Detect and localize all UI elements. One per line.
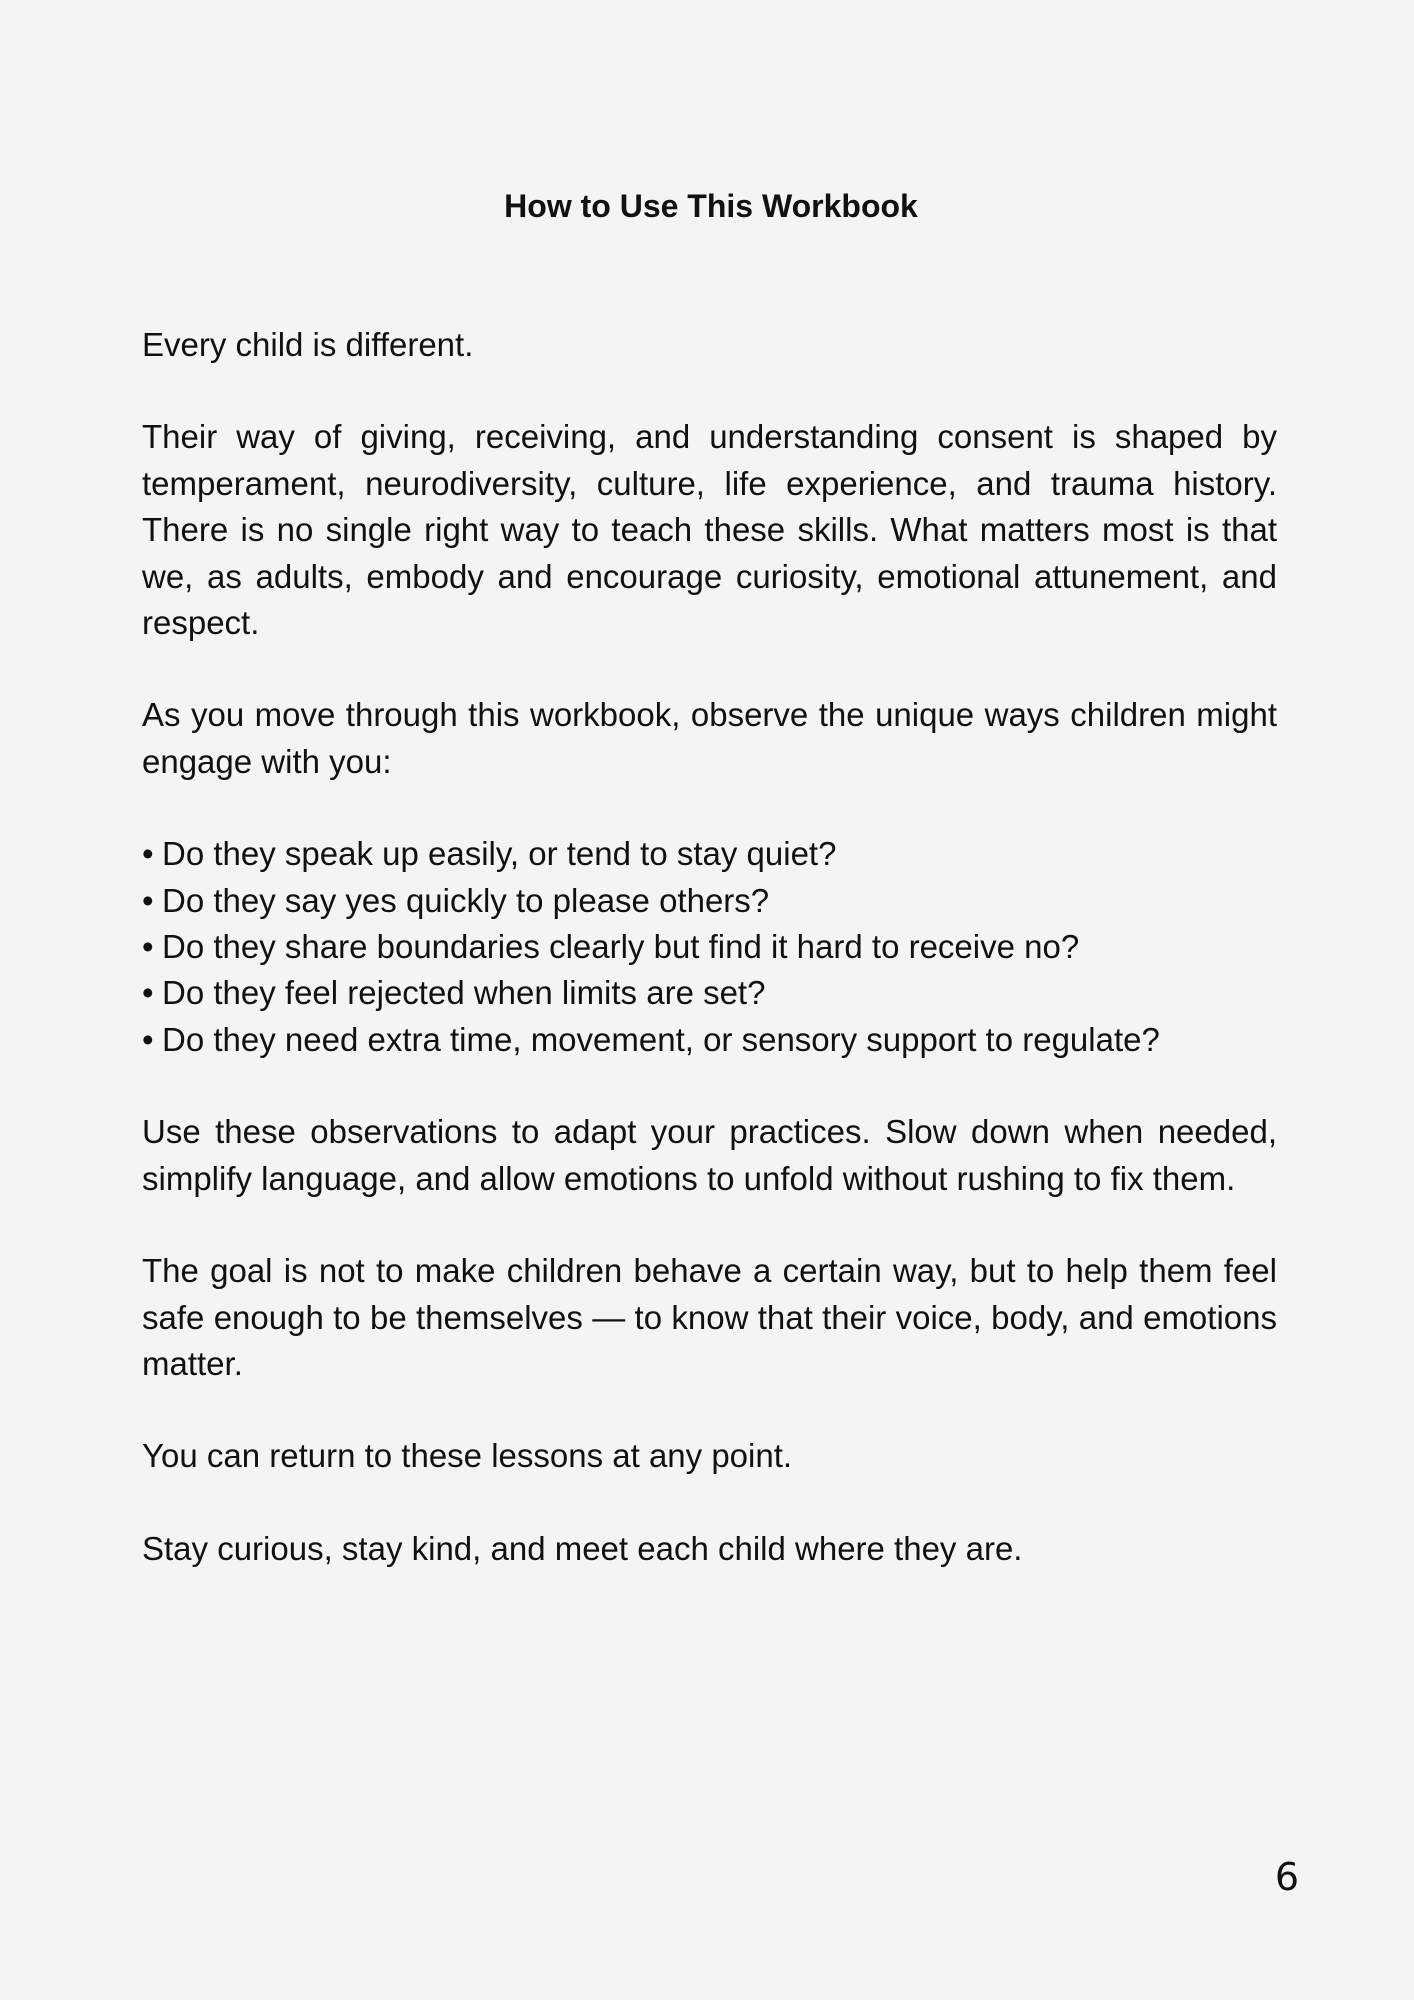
- list-item-text: Do they share boundaries clearly but find it hard to receive no?: [162, 928, 1080, 966]
- bullet-icon: •: [142, 974, 154, 1012]
- list-item-text: Do they feel rejected when limits are set?: [162, 974, 766, 1012]
- page-number: 6: [1274, 1855, 1300, 1899]
- list-item: [142, 831, 1277, 877]
- bullet-icon: •: [142, 928, 154, 966]
- list-item: [142, 924, 1277, 970]
- page-title: How to Use This Workbook: [504, 188, 918, 224]
- list-item: [142, 970, 1277, 1016]
- intro-paragraph: Every child is different.: [142, 326, 474, 363]
- bullet-icon: •: [142, 835, 154, 873]
- bullet-icon: •: [142, 1020, 154, 1058]
- goal-paragraph: The goal is not to make children behave a certain way, but to help them feel safe enough to be themselves — to know that their voice, body, and emotions matter.: [142, 1252, 1277, 1382]
- practice-paragraph: Use these observations to adapt your practices. Slow down when needed, simplify language, and allow emotions to unfold without rushing to fix them.: [142, 1113, 1277, 1197]
- list-item: [142, 878, 1277, 924]
- list-item-text: Do they say yes quickly to please others?: [162, 881, 770, 919]
- consent-paragraph: Their way of giving, receiving, and understanding consent is shaped by temperament, neurodiversity, culture, life experience, and trauma history. There is no single right way to teach these skills. What matters most is that we, as adults, embody and encourage curiosity, emotional attunement, and respect.: [142, 418, 1277, 642]
- list-item: [142, 1017, 1277, 1063]
- return-paragraph: You can return to these lessons at any point.: [142, 1437, 793, 1475]
- list-item-text: Do they need extra time, movement, or sensory support to regulate?: [162, 1020, 1160, 1058]
- closing-paragraph: Stay curious, stay kind, and meet each child where they are.: [142, 1529, 1023, 1567]
- observation-list: [142, 831, 1277, 1063]
- bullet-icon: •: [142, 881, 154, 919]
- document-body: [142, 322, 1277, 1618]
- list-item-text: Do they speak up easily, or tend to stay quiet?: [162, 835, 837, 873]
- observation-intro-paragraph: As you move through this workbook, observe the unique ways children might engage with you:: [142, 696, 1277, 780]
